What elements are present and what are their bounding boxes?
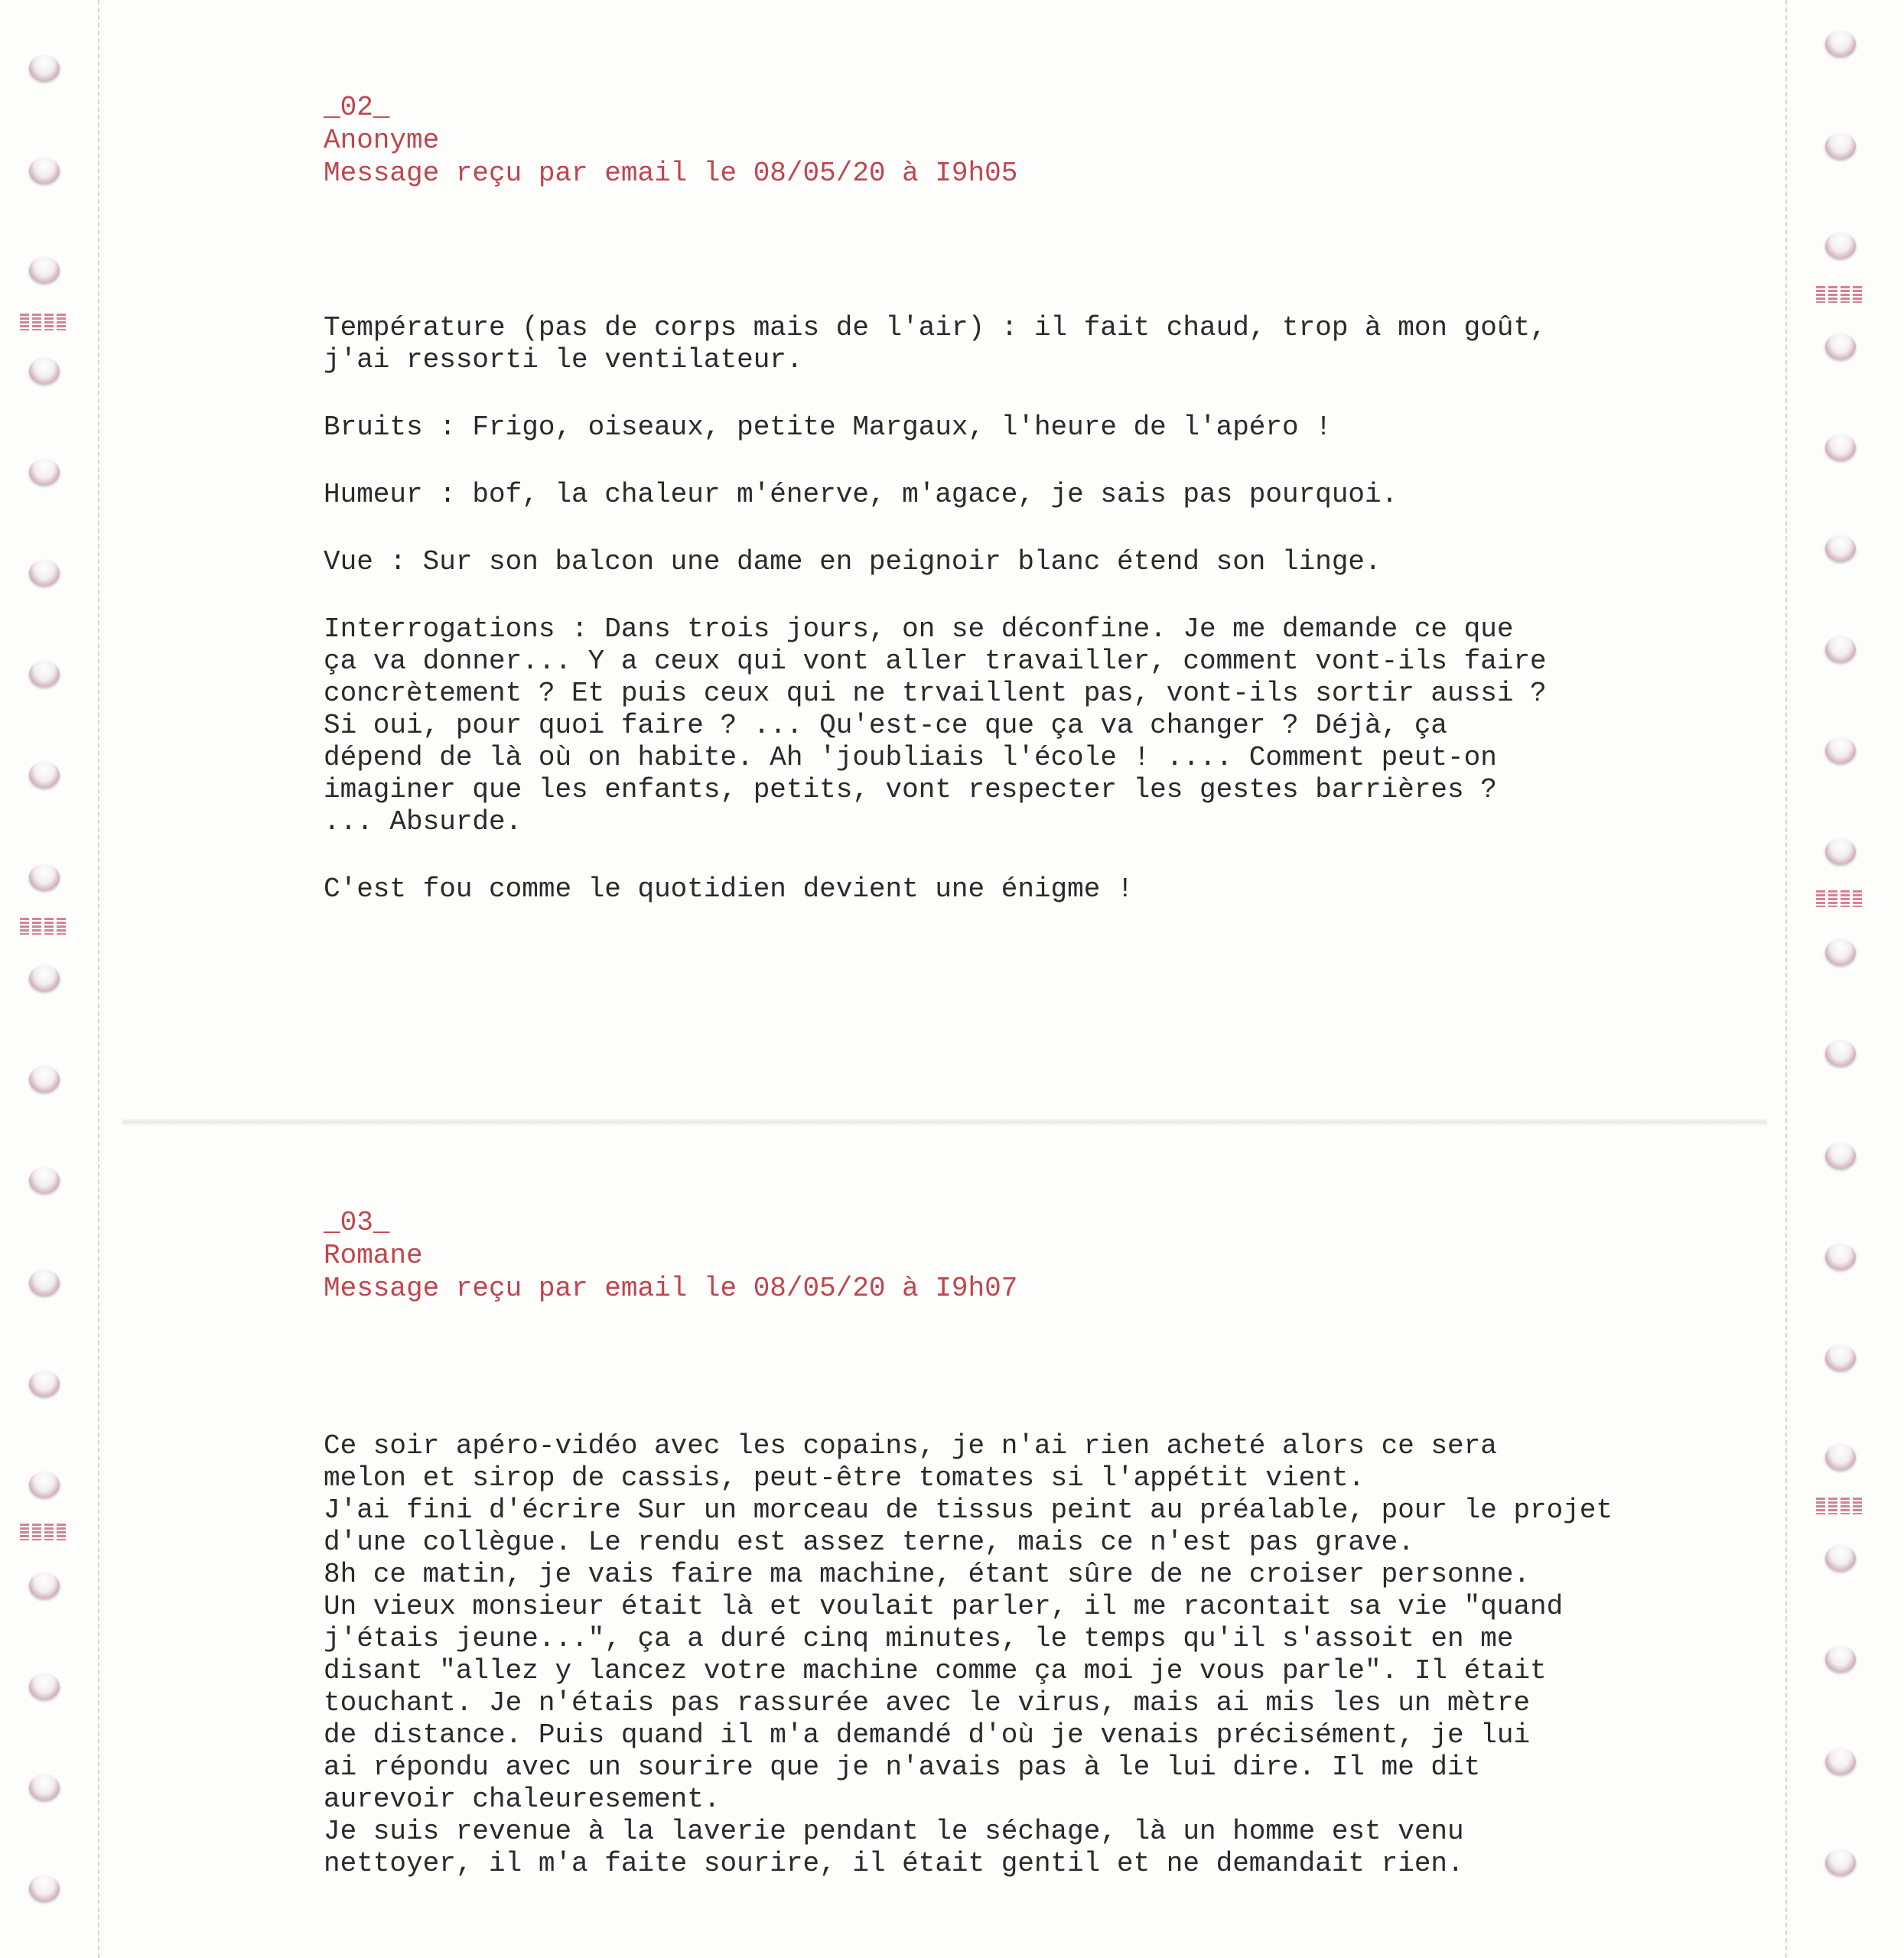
feed-hole xyxy=(29,158,60,184)
page-fold xyxy=(122,1118,1767,1126)
paragraph-humeur xyxy=(324,479,1701,511)
feed-hole xyxy=(29,1573,60,1599)
text-line: J'ai fini d'écrire Sur un morceau de tissus peint au préalable, pour le projet xyxy=(324,1495,1613,1526)
left-perforation-line xyxy=(98,0,99,1958)
entry-meta: Message reçu par email le 08/05/20 à I9h07 xyxy=(324,1273,1018,1304)
text-line: ça va donner... Y a ceux qui vont aller travailler, comment vont-ils faire xyxy=(324,646,1547,677)
paragraph-vue xyxy=(324,546,1701,578)
feed-hole xyxy=(29,55,60,81)
feed-hole xyxy=(1825,939,1856,965)
feed-hole xyxy=(29,459,60,485)
perforation-mark xyxy=(20,1524,69,1540)
feed-hole xyxy=(29,965,60,991)
entry-number: _03_ xyxy=(324,1207,390,1238)
feed-hole xyxy=(1825,1748,1856,1774)
text-line: de distance. Puis quand il m'a demandé d'où je venais précisément, je lui xyxy=(324,1719,1531,1751)
feed-hole xyxy=(29,1371,60,1397)
text-line: C'est fou comme le quotidien devient une énigme ! xyxy=(324,873,1134,905)
right-perforation-line xyxy=(1785,0,1787,1958)
perforation-mark xyxy=(20,918,69,935)
entry-meta: Message reçu par email le 08/05/20 à I9h05 xyxy=(324,158,1018,189)
feed-hole xyxy=(1825,434,1856,460)
feed-hole xyxy=(1825,636,1856,662)
text-line: ai répondu avec un sourire que je n'avais pas à le lui dire. Il me dit xyxy=(324,1751,1481,1783)
perforation-mark xyxy=(1816,1498,1865,1514)
text-line: Ce soir apéro-vidéo avec les copains, je n'ai rien acheté alors ce sera xyxy=(324,1430,1497,1462)
paragraph-conclusion xyxy=(324,873,1701,906)
text-line: disant "allez y lancez votre machine comme ça moi je vous parle". Il était xyxy=(324,1655,1547,1686)
text-line: aurevoir chaleuresement. xyxy=(324,1784,721,1815)
paragraph-bruits xyxy=(324,411,1701,444)
text-line: Bruits : Frigo, oiseaux, petite Margaux, l'heure de l'apéro ! xyxy=(324,411,1332,443)
feed-hole xyxy=(1825,1345,1856,1371)
feed-hole xyxy=(29,358,60,384)
feed-hole xyxy=(1825,1143,1856,1169)
entry-03 xyxy=(324,1207,1701,1915)
text-line: Si oui, pour quoi faire ? ... Qu'est-ce que ça va changer ? Déjà, ça xyxy=(324,710,1448,741)
feed-hole xyxy=(29,560,60,586)
feed-hole xyxy=(29,1774,60,1800)
text-line: nettoyer, il m'a faite sourire, il était gentil et ne demandait rien. xyxy=(324,1848,1464,1879)
feed-hole xyxy=(1825,333,1856,359)
feed-hole xyxy=(1825,838,1856,864)
feed-hole xyxy=(1825,1444,1856,1470)
entry-body xyxy=(324,312,1701,906)
feed-hole xyxy=(1825,1040,1856,1066)
text-line: 8h ce matin, je vais faire ma machine, étant sûre de ne croiser personne. xyxy=(324,1559,1531,1590)
entry-author: Romane xyxy=(324,1240,423,1271)
feed-hole xyxy=(29,762,60,788)
text-line: concrètement ? Et puis ceux qui ne trvaillent pas, vont-ils sortir aussi ? xyxy=(324,678,1547,709)
feed-hole xyxy=(1825,1545,1856,1571)
text-line: imaginer que les enfants, petits, vont respecter les gestes barrières ? xyxy=(324,774,1497,805)
paragraph-romane xyxy=(324,1430,1701,1880)
entry-number: _02_ xyxy=(324,92,390,123)
text-line: ... Absurde. xyxy=(324,806,522,838)
perforation-mark xyxy=(1816,286,1865,303)
text-line: j'ai ressorti le ventilateur. xyxy=(324,344,803,376)
left-feed-strip xyxy=(0,0,98,1958)
paragraph-temperature xyxy=(324,312,1701,376)
feed-hole xyxy=(1825,1646,1856,1672)
feed-hole xyxy=(29,661,60,687)
text-line: Je suis revenue à la laverie pendant le séchage, là un homme est venu xyxy=(324,1816,1464,1847)
feed-hole xyxy=(1825,535,1856,561)
text-line: Humeur : bof, la chaleur m'énerve, m'agace, je sais pas pourquoi. xyxy=(324,479,1398,510)
feed-hole xyxy=(29,1066,60,1092)
feed-hole xyxy=(1825,31,1856,57)
feed-hole xyxy=(1825,133,1856,159)
feed-hole xyxy=(29,1167,60,1193)
text-line: dépend de là où on habite. Ah 'joubliais l'école ! .... Comment peut-on xyxy=(324,742,1497,773)
feed-hole xyxy=(29,1270,60,1296)
right-feed-strip xyxy=(1784,0,1882,1958)
feed-hole xyxy=(29,1673,60,1699)
text-line: d'une collègue. Le rendu est assez terne, mais ce n'est pas grave. xyxy=(324,1527,1414,1558)
feed-hole xyxy=(1825,1849,1856,1875)
entry-body xyxy=(324,1430,1701,1880)
text-line: j'étais jeune...", ça a duré cinq minutes, le temps qu'il s'assoit en me xyxy=(324,1623,1514,1654)
text-line: Température (pas de corps mais de l'air) : il fait chaud, trop à mon goût, xyxy=(324,312,1547,343)
feed-hole xyxy=(29,864,60,890)
feed-hole xyxy=(1825,233,1856,259)
text-line: Interrogations : Dans trois jours, on se déconfine. Je me demande ce que xyxy=(324,613,1514,645)
text-line: touchant. Je n'étais pas rassurée avec le virus, mais ai mis les un mètre xyxy=(324,1687,1531,1719)
feed-hole xyxy=(29,1472,60,1498)
feed-hole xyxy=(29,257,60,283)
perforation-mark xyxy=(20,314,69,330)
perforation-mark xyxy=(1816,890,1865,907)
feed-hole xyxy=(1825,737,1856,763)
feed-hole xyxy=(1825,1244,1856,1270)
text-line: melon et sirop de cassis, peut-être tomates si l'appétit vient. xyxy=(324,1462,1365,1494)
paragraph-interrogations xyxy=(324,613,1701,838)
entry-author: Anonyme xyxy=(324,125,440,156)
text-line: Vue : Sur son balcon une dame en peignoir blanc étend son linge. xyxy=(324,546,1382,577)
entry-02 xyxy=(324,92,1701,941)
text-line: Un vieux monsieur était là et voulait parler, il me racontait sa vie "quand xyxy=(324,1591,1564,1622)
feed-hole xyxy=(29,1875,60,1901)
